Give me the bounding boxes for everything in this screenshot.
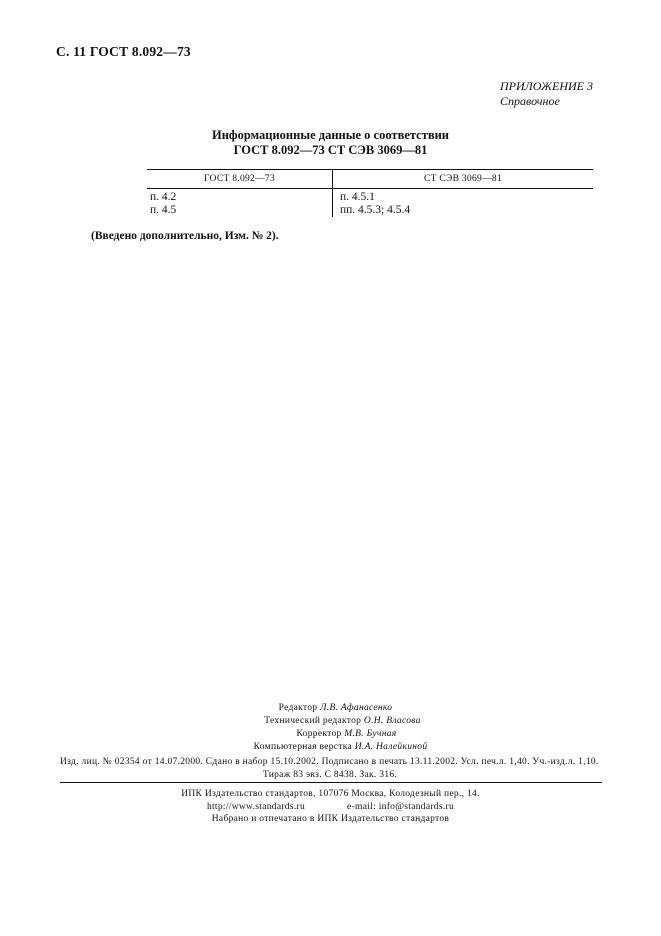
credit-name: О.Н. Власова [363,716,421,726]
publisher-email: e-mail: info@standards.ru [347,801,455,812]
title-line-2: ГОСТ 8.092—73 СТ СЭВ 3069—81 [233,143,428,157]
credits-block [0,702,661,754]
gost-clause: п. 4.2 [150,191,177,203]
table-header-gost: ГОСТ 8.092—73 [147,170,333,189]
appendix-type: Справочное [500,94,560,108]
publication-info [60,756,600,782]
table-cell-st-sev [333,189,594,218]
credit-editor [0,702,661,715]
title-line-1: Информационные данные о соответствии [212,128,449,142]
credit-tech-editor [0,715,661,728]
table-header-st-sev: СТ СЭВ 3069—81 [333,170,594,189]
st-sev-clause: пп. 4.5.3; 4.5.4 [340,204,411,216]
amendment-note: (Введено дополнительно, Изм. № 2). [91,230,279,242]
credit-role: Корректор [296,729,342,739]
credit-name: М.В. Бучная [344,729,397,739]
table-row [147,189,593,218]
appendix-name: ПРИЛОЖЕНИЕ 3 [500,79,593,93]
credit-name: И.А. Налейкиной [354,742,428,752]
printed-by: Набрано и отпечатано в ИПК Издательство стандартов [211,814,450,824]
credit-role: Компьютерная верстка [253,742,353,752]
gost-clause: п. 4.5 [150,204,177,216]
footer-divider [60,782,602,783]
page-header: С. 11 ГОСТ 8.092—73 [56,44,191,59]
table-cell-gost [147,189,333,218]
appendix-label [500,79,593,109]
document-title [0,128,661,158]
credit-role: Технический редактор [264,716,362,726]
credit-role: Редактор [278,703,318,713]
publication-line-1: Изд. лиц. № 02354 от 14.07.2000. Сдано в набор 15.10.2002. Подписано в печать 13.11.2002. Усл. печ.л. 1,40. Уч.-изд.л. 1,10. [60,757,599,767]
credit-layout [0,741,661,754]
publisher-address: ИПК Издательство стандартов, 107076 Москва, Колодезный пер., 14. [181,789,480,799]
table-header-row [147,170,593,189]
credit-proofreader [0,728,661,741]
publisher-contacts [0,801,661,814]
credit-name: Л.В. Афанасенко [320,703,393,713]
publication-line-2: Тираж 83 экз. С 8438. Зак. 316. [262,770,398,780]
st-sev-clause: п. 4.5.1 [340,191,375,203]
publisher-website: http://www.standards.ru [206,801,306,812]
publisher-footer [0,788,661,826]
correspondence-table [147,169,593,217]
